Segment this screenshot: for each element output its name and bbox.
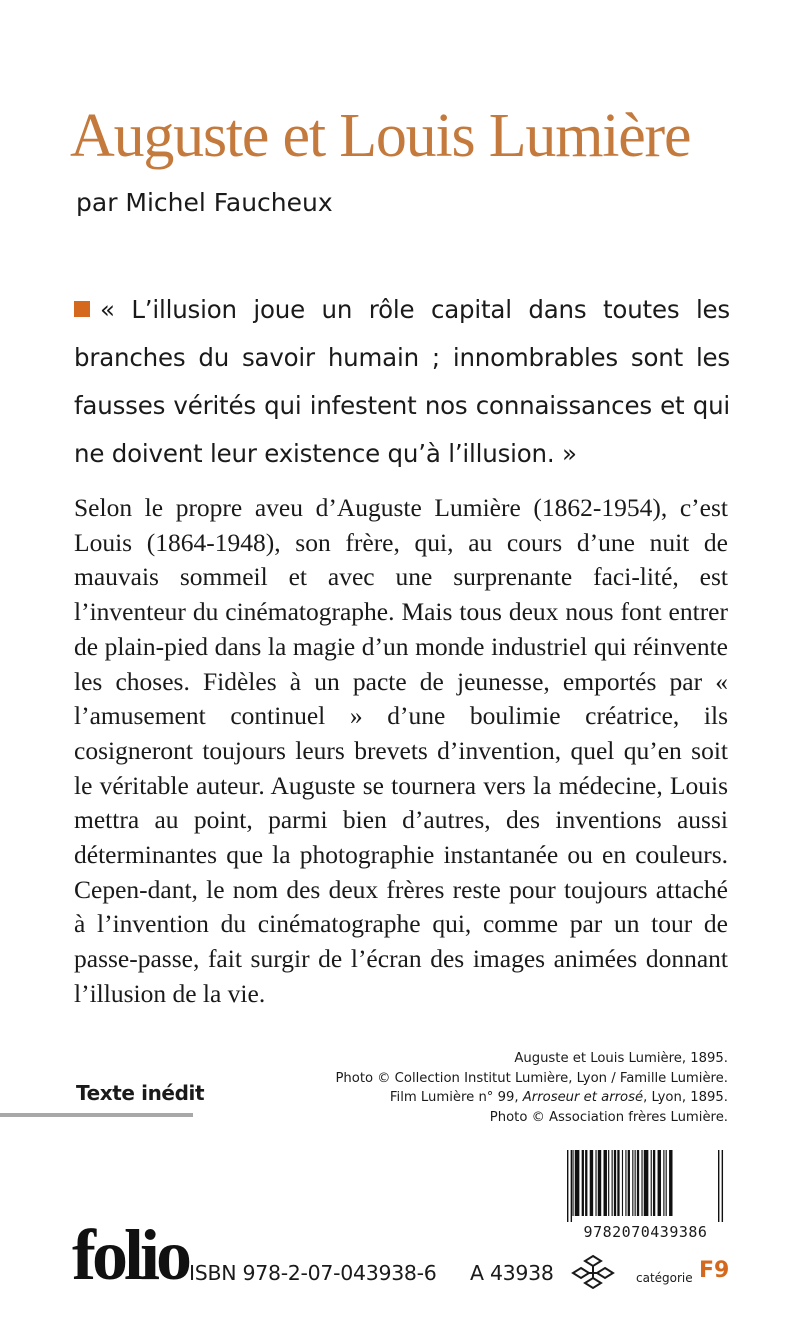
barcode-digits: 9782070439386 <box>583 1223 708 1241</box>
categorie-label: catégorie <box>636 1271 693 1285</box>
photo-credits <box>308 1049 728 1127</box>
catalog-reference: A 43938 <box>470 1261 554 1285</box>
credit-line-1: Auguste et Louis Lumière, 1895. <box>514 1051 728 1066</box>
back-cover-description: Selon le propre aveu d’Auguste Lumière (1862-1954), c’est Louis (1864-1948), son frère, qui, au cours d’une nuit de mauvais sommeil et avec une surprenante faci-lité, est l’inventeur du cinématographe. Mais tous deux nous font entrer de plain-pied dans la magie d’un monde industriel qui réinvente les choses. Fidèles à un pacte de jeunesse, emportés par « l’amusement continuel » d’une boulimie créatrice, ils cosigneront toujours leurs brevets d’invention, quel qu’en soit le véritable auteur. Auguste se tournera vers la médecine, Louis mettra au point, parmi bien d’autres, des inventions aussi déterminantes que la photographie instantanée ou en couleurs. Cepen-dant, le nom des deux frères reste pour toujours attaché à l’invention du cinématographe qui, comme par un tour de passe-passe, fait surgir de l’écran des images animées donnant l’illusion de la vie. <box>74 493 728 1008</box>
categorie-code: F9 <box>699 1258 730 1283</box>
square-bullet-icon <box>74 301 90 317</box>
credit-line-3-prefix: Film Lumière n° 99, <box>389 1090 523 1105</box>
texte-inedit-badge: Texte inédit <box>76 1081 205 1105</box>
credit-line-2: Photo © Collection Institut Lumière, Lyon / Famille Lumière. <box>335 1070 728 1086</box>
book-title: Auguste et Louis Lumière <box>70 102 691 170</box>
epigraph-quote <box>74 286 730 478</box>
credit-film-title: Arroseur et arrosé <box>522 1090 644 1105</box>
folio-emblem-icon <box>570 1252 616 1292</box>
badge-underline-rule <box>0 1113 193 1117</box>
barcode-bars <box>563 1150 728 1222</box>
credit-line-4: Photo © Association frères Lumière. <box>489 1109 728 1125</box>
credit-line-3-suffix: , Lyon, 1895. <box>643 1090 728 1105</box>
book-author: par Michel Faucheux <box>76 188 333 217</box>
isbn-barcode <box>563 1150 728 1245</box>
folio-logo: folio <box>72 1215 188 1295</box>
isbn-number: ISBN 978-2-07-043938-6 <box>189 1261 437 1285</box>
quote-text: « L’illusion joue un rôle capital dans toutes les branches du savoir humain ; innombrables sont les fausses vérités qui infestent nos connaissances et qui ne doivent leur existence qu’à l’illusion. » <box>74 295 730 468</box>
credit-line-3 <box>308 1088 728 1108</box>
